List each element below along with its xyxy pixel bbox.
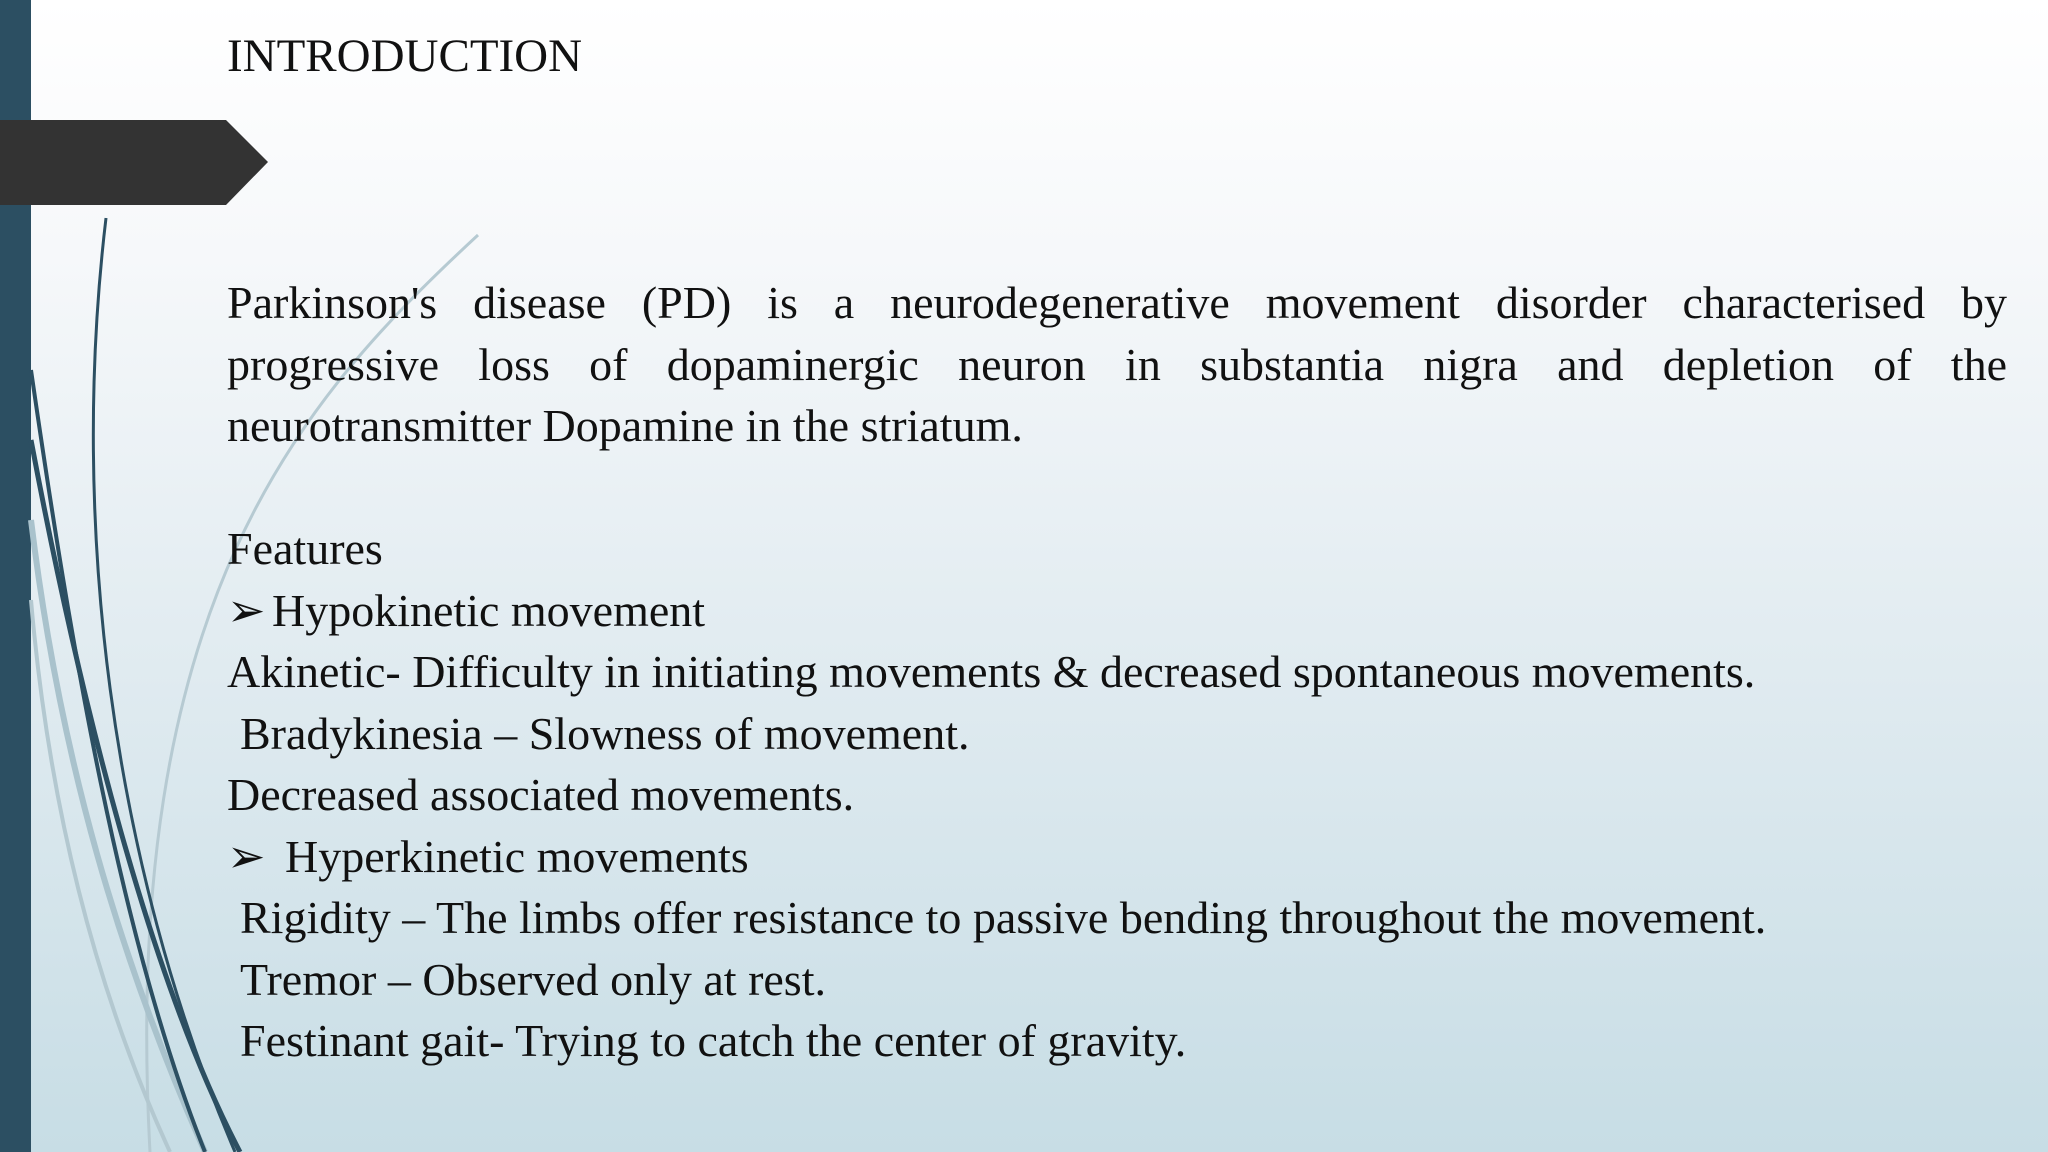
title-tag-shape [0,120,268,205]
features-heading: Features [227,523,383,574]
paragraph-gap [227,457,2007,519]
curve-dark-3 [31,440,240,1152]
hyperkinetic-heading [227,826,2007,888]
slide-title: INTRODUCTION [227,30,583,82]
arrow-bullet-icon: ➢ [227,584,266,636]
curve-dark-2 [31,370,205,1152]
intro-paragraph: Parkinson's disease (PD) is a neurodegenerative movement disorder characterised by progressive loss of dopaminergic neuron in substantia nigra and depletion of the neurotransmitter Dopamine in the striatum. [227,277,2007,451]
arrow-bullet-icon: ➢ [227,830,266,882]
feature-item-akinetic: Akinetic- Difficulty in initiating movements & decreased spontaneous movements. [227,646,1756,697]
hyperkinetic-heading-text: Hyperkinetic movements [285,830,749,882]
hypokinetic-heading-text: Hypokinetic movement [272,584,706,636]
feature-item-festinant-gait: Festinant gait- Trying to catch the center of gravity. [240,1015,1187,1066]
feature-item-tremor: Tremor – Observed only at rest. [240,953,826,1005]
feature-item-rigidity: Rigidity – The limbs offer resistance to passive bending throughout the movement. [240,892,1767,943]
slide-body [227,272,2007,1072]
feature-item-associated: Decreased associated movements. [227,769,855,820]
hypokinetic-heading [227,580,2007,642]
feature-item-bradykinesia: Bradykinesia – Slowness of movement. [240,707,970,759]
curve-light-2 [31,520,205,1152]
